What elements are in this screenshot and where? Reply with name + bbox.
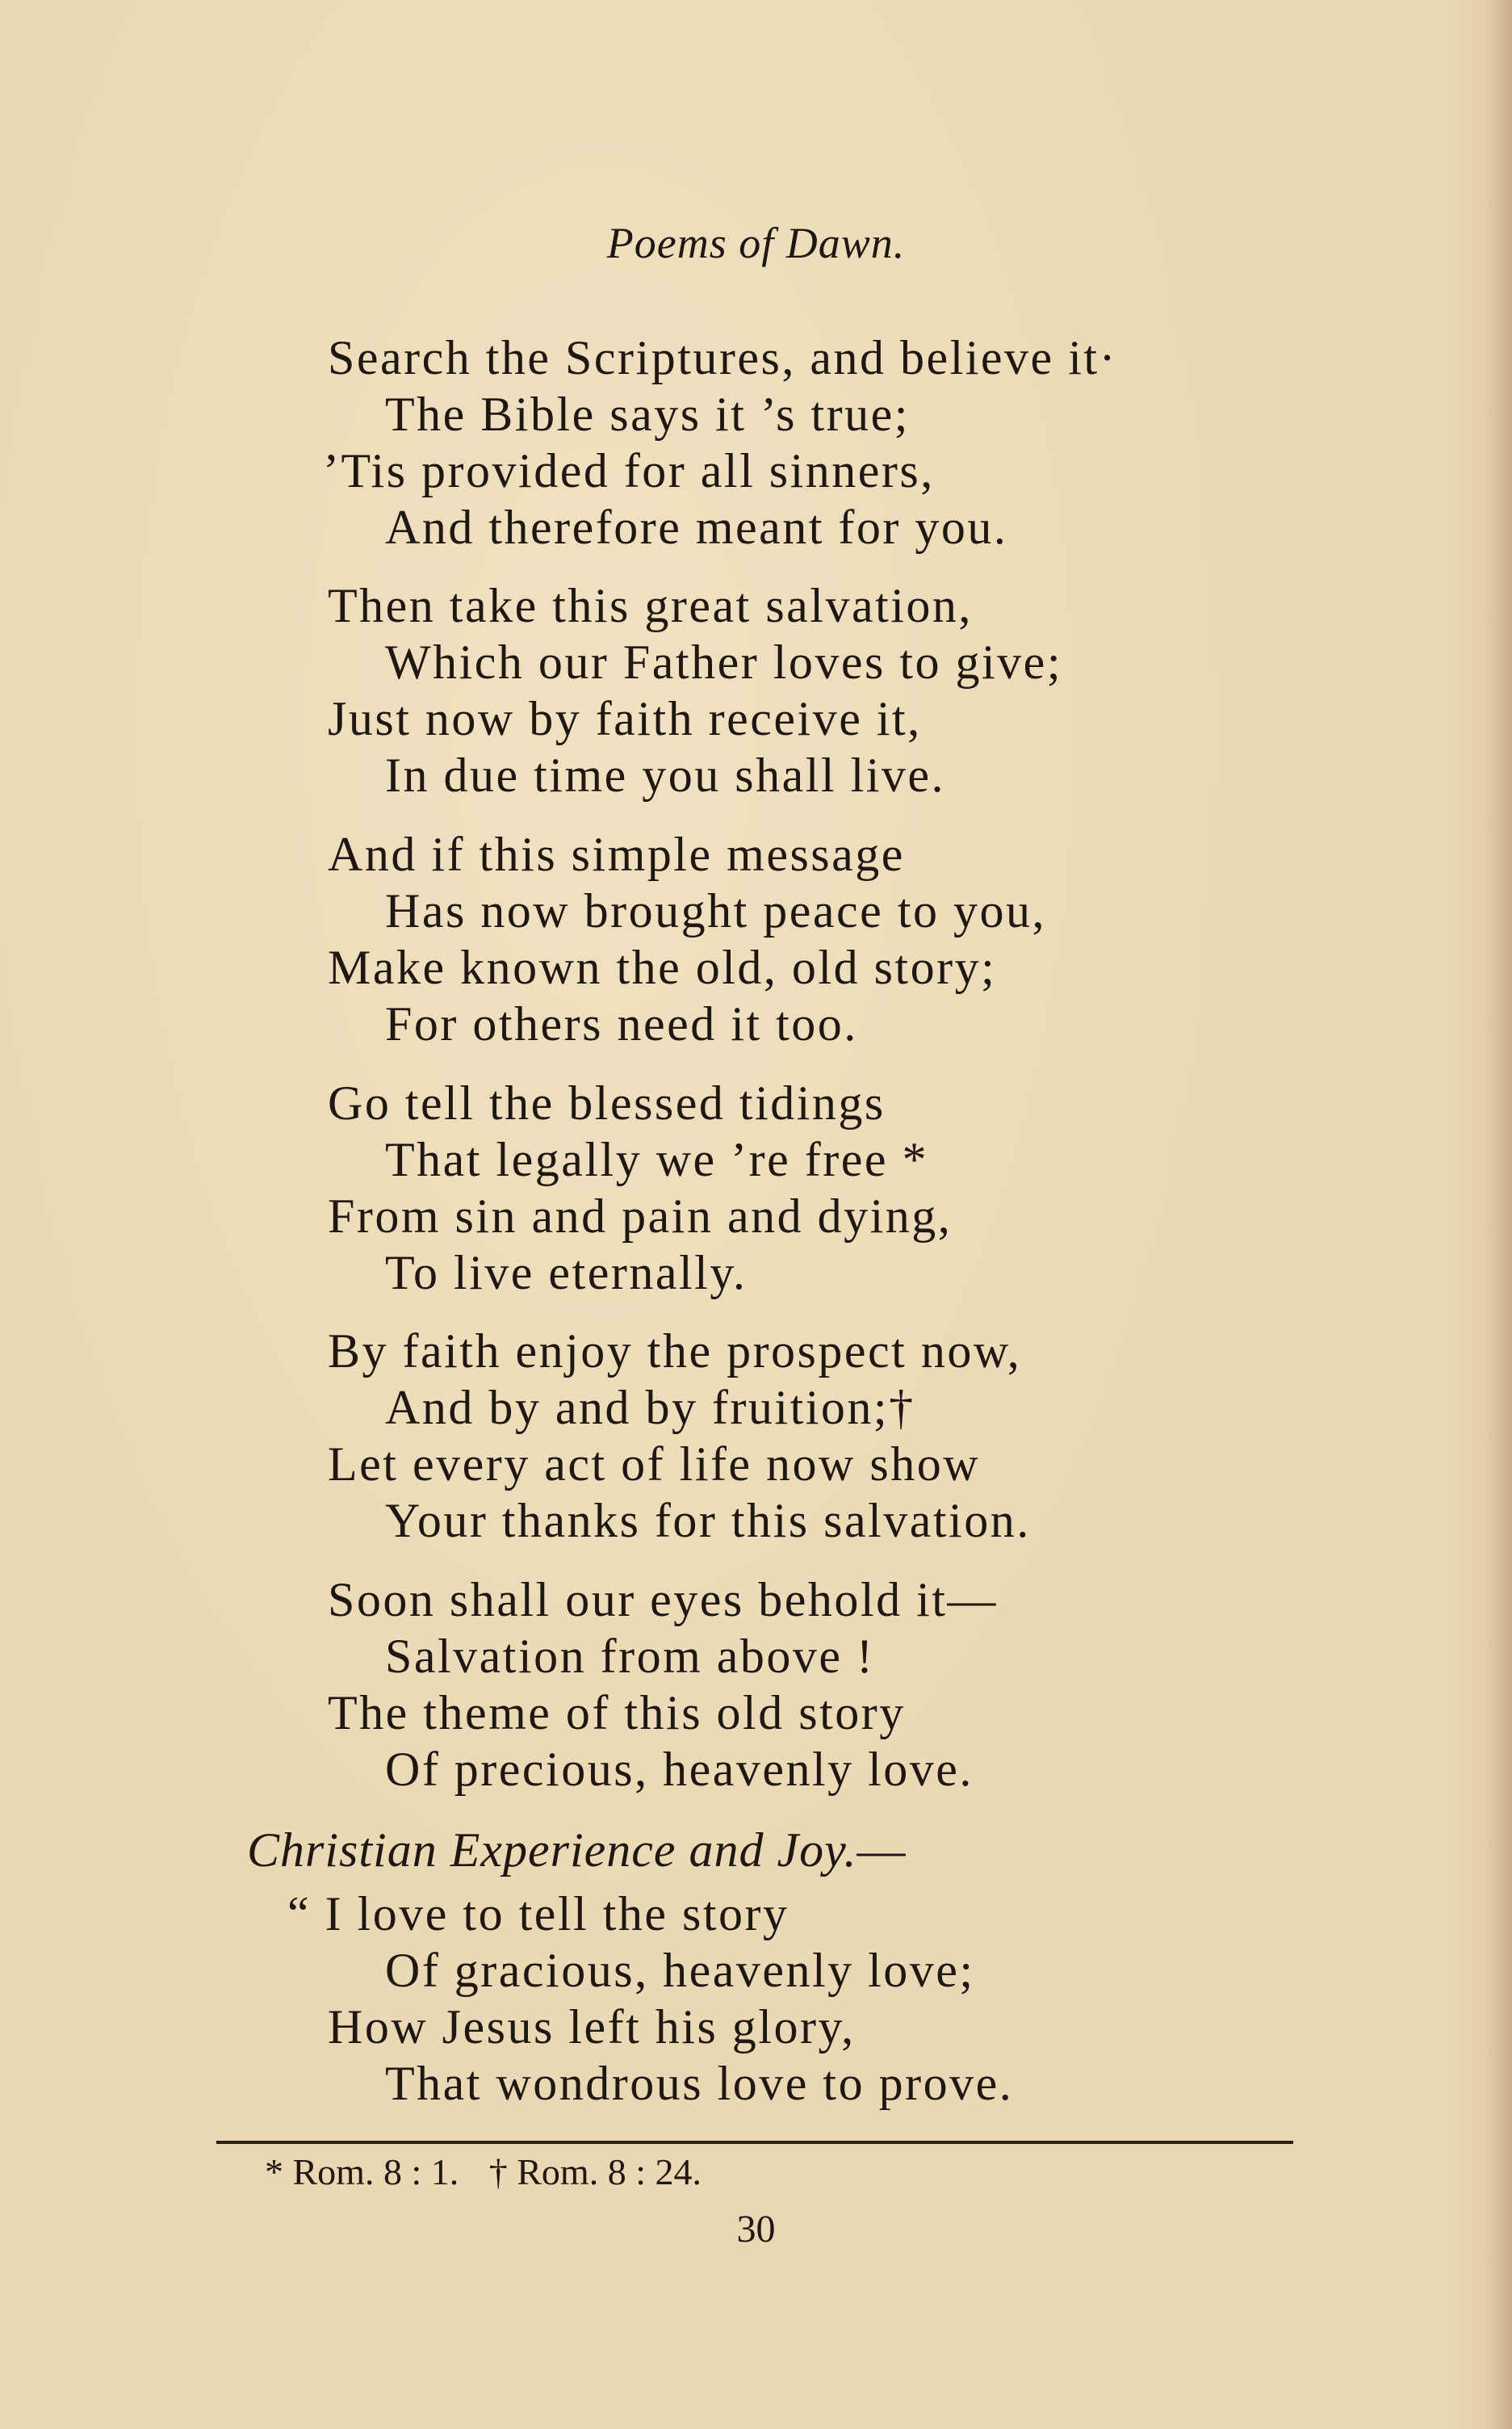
footnote-rule — [216, 2141, 1293, 2144]
poem-line: Of gracious, heavenly love; — [385, 1944, 975, 1997]
poem-line: That wondrous love to prove. — [385, 2057, 1014, 2110]
poem-line: Has now brought peace to you, — [385, 884, 1046, 938]
poem-line: “ I love to tell the story — [287, 1887, 790, 1940]
poem-line: Of precious, heavenly love. — [385, 1743, 974, 1796]
footnote: † Rom. 8 : 24. — [488, 2151, 702, 2192]
poem-line: For others need it too. — [385, 997, 858, 1051]
poem-line: Just now by faith receive it, — [328, 692, 922, 745]
footnotes — [265, 2150, 722, 2193]
poem-line: Your thanks for this salvation. — [385, 1494, 1031, 1547]
poem-line: ’Tis provided for all sinners, — [323, 444, 935, 497]
poem-line: By faith enjoy the prospect now, — [328, 1324, 1022, 1378]
poem-line: And therefore meant for you. — [385, 501, 1008, 554]
poem-line: Which our Father loves to give; — [385, 636, 1062, 689]
poem-line: In due time you shall live. — [385, 749, 946, 802]
poem-line: That legally we ’re free * — [385, 1133, 928, 1186]
footnote: * Rom. 8 : 1. — [265, 2151, 459, 2192]
running-head: Poems of Dawn. — [606, 219, 906, 267]
poem-line: How Jesus left his glory, — [328, 2000, 856, 2054]
poem-line: Soon shall our eyes behold it— — [328, 1573, 998, 1626]
poem-line: And by and by fruition;† — [385, 1381, 915, 1434]
section-heading — [247, 1822, 907, 1878]
poem-line: The Bible says it ’s true; — [385, 388, 910, 441]
poem-line: To live eternally. — [385, 1246, 748, 1299]
section-heading-dash: — — [857, 1823, 907, 1877]
poem-line: Search the Scriptures, and believe it· — [328, 331, 1118, 384]
page-edge-shadow — [1486, 0, 1512, 2429]
poem-line: From sin and pain and dying, — [328, 1189, 953, 1243]
poem-line: The theme of this old story — [328, 1686, 906, 1739]
page-number: 30 — [736, 2208, 776, 2251]
poem-line: Go tell the blessed tidings — [328, 1076, 886, 1130]
poem-line: Let every act of life now show — [328, 1437, 981, 1491]
poem-line: Then take this great salvation, — [328, 579, 973, 632]
poem-line: And if this simple message — [328, 828, 905, 881]
section-heading-title: Christian Experience and Joy. — [247, 1823, 857, 1877]
poem-line: Salvation from above ! — [385, 1630, 875, 1683]
poem-line: Make known the old, old story; — [328, 941, 997, 994]
